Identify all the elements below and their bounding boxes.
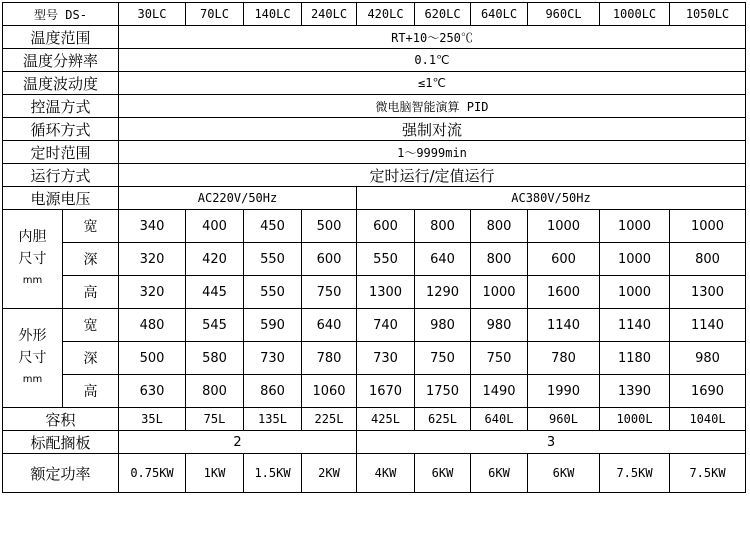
table-cell: 960L — [528, 408, 600, 431]
table-cell: 980 — [415, 309, 471, 342]
voltage-group-a: AC220V/50Hz — [119, 187, 357, 210]
inner-title-2: 尺寸 — [18, 251, 47, 267]
shelves-group-a: 2 — [119, 431, 357, 454]
outer-row-depth — [3, 342, 746, 375]
model-name: 70LC — [186, 3, 244, 26]
spec-row-temperature-resolution — [3, 49, 746, 72]
table-cell: 1000L — [600, 408, 670, 431]
shelves-group-b: 3 — [357, 431, 746, 454]
inner-row-height — [3, 276, 746, 309]
table-cell: 730 — [357, 342, 415, 375]
spec-row-circulation — [3, 118, 746, 141]
inner-unit: mm — [22, 275, 43, 286]
table-cell: 1750 — [415, 375, 471, 408]
model-name: 620LC — [415, 3, 471, 26]
inner-row-width — [3, 210, 746, 243]
table-cell: 1000 — [600, 210, 670, 243]
inner-title-1: 内胆 — [18, 229, 47, 245]
model-name: 240LC — [302, 3, 357, 26]
outer-size-label — [3, 309, 63, 408]
table-cell: 625L — [415, 408, 471, 431]
row-label: 电源电压 — [3, 187, 119, 210]
table-cell: 1000 — [600, 276, 670, 309]
model-name: 30LC — [119, 3, 186, 26]
model-name: 640LC — [471, 3, 528, 26]
table-cell: 580 — [186, 342, 244, 375]
inner-row-depth — [3, 243, 746, 276]
spec-row-volume — [3, 408, 746, 431]
table-cell: 640 — [302, 309, 357, 342]
table-cell: 1000 — [471, 276, 528, 309]
outer-row-width — [3, 309, 746, 342]
model-label: 型号 DS- — [3, 3, 119, 26]
table-cell: 1600 — [528, 276, 600, 309]
dim-label: 深 — [63, 243, 119, 276]
row-label: 温度分辨率 — [3, 49, 119, 72]
table-cell: 640L — [471, 408, 528, 431]
table-cell: 630 — [119, 375, 186, 408]
model-name: 960CL — [528, 3, 600, 26]
table-cell: 1300 — [357, 276, 415, 309]
model-header-row — [3, 3, 746, 26]
table-cell: 1300 — [670, 276, 746, 309]
outer-row-height — [3, 375, 746, 408]
row-value: 微电脑智能演算 PID — [119, 95, 746, 118]
inner-size-label — [3, 210, 63, 309]
model-name: 420LC — [357, 3, 415, 26]
table-cell: 400 — [186, 210, 244, 243]
row-label: 温度波动度 — [3, 72, 119, 95]
table-cell: 800 — [415, 210, 471, 243]
table-cell: 780 — [302, 342, 357, 375]
table-cell: 1060 — [302, 375, 357, 408]
row-label: 运行方式 — [3, 164, 119, 187]
table-cell: 320 — [119, 276, 186, 309]
table-cell: 860 — [244, 375, 302, 408]
table-cell: 340 — [119, 210, 186, 243]
voltage-group-b: AC380V/50Hz — [357, 187, 746, 210]
table-cell: 780 — [528, 342, 600, 375]
table-cell: 320 — [119, 243, 186, 276]
table-cell: 135L — [244, 408, 302, 431]
table-cell: 4KW — [357, 454, 415, 493]
table-cell: 7.5KW — [600, 454, 670, 493]
table-cell: 1990 — [528, 375, 600, 408]
row-value: 1～9999min — [119, 141, 746, 164]
table-cell: 740 — [357, 309, 415, 342]
table-cell: 1490 — [471, 375, 528, 408]
model-name: 140LC — [244, 3, 302, 26]
table-cell: 600 — [528, 243, 600, 276]
row-label: 循环方式 — [3, 118, 119, 141]
spec-row-control-method — [3, 95, 746, 118]
table-cell: 980 — [471, 309, 528, 342]
outer-title-1: 外形 — [18, 328, 47, 344]
table-cell: 6KW — [528, 454, 600, 493]
table-cell: 7.5KW — [670, 454, 746, 493]
table-cell: 1670 — [357, 375, 415, 408]
table-cell: 1140 — [670, 309, 746, 342]
table-cell: 545 — [186, 309, 244, 342]
spec-row-power-voltage — [3, 187, 746, 210]
table-cell: 800 — [186, 375, 244, 408]
row-value: 定时运行/定值运行 — [119, 164, 746, 187]
dim-label: 宽 — [63, 210, 119, 243]
table-cell: 1040L — [670, 408, 746, 431]
table-cell: 500 — [302, 210, 357, 243]
table-cell: 550 — [357, 243, 415, 276]
table-cell: 2KW — [302, 454, 357, 493]
table-cell: 6KW — [415, 454, 471, 493]
table-cell: 420 — [186, 243, 244, 276]
table-cell: 6KW — [471, 454, 528, 493]
row-value: 0.1℃ — [119, 49, 746, 72]
table-cell: 1000 — [670, 210, 746, 243]
spec-row-temperature-fluctuation — [3, 72, 746, 95]
table-cell: 1390 — [600, 375, 670, 408]
model-name: 1050LC — [670, 3, 746, 26]
table-cell: 500 — [119, 342, 186, 375]
table-cell: 1290 — [415, 276, 471, 309]
table-cell: 1690 — [670, 375, 746, 408]
table-cell: 1.5KW — [244, 454, 302, 493]
spec-row-temperature-range — [3, 26, 746, 49]
table-cell: 750 — [415, 342, 471, 375]
row-label: 额定功率 — [3, 454, 119, 493]
table-cell: 480 — [119, 309, 186, 342]
table-cell: 600 — [357, 210, 415, 243]
table-cell: 750 — [302, 276, 357, 309]
outer-title-2: 尺寸 — [18, 350, 47, 366]
dim-label: 宽 — [63, 309, 119, 342]
spec-row-run-mode — [3, 164, 746, 187]
table-cell: 800 — [471, 210, 528, 243]
table-cell: 550 — [244, 276, 302, 309]
table-cell: 1180 — [600, 342, 670, 375]
row-value: RT+10～250℃ — [119, 26, 746, 49]
table-cell: 640 — [415, 243, 471, 276]
row-label: 控温方式 — [3, 95, 119, 118]
table-cell: 590 — [244, 309, 302, 342]
table-cell: 1140 — [600, 309, 670, 342]
table-cell: 425L — [357, 408, 415, 431]
table-cell: 1000 — [600, 243, 670, 276]
spec-row-rated-power — [3, 454, 746, 493]
row-label: 温度范围 — [3, 26, 119, 49]
row-label: 容积 — [3, 408, 119, 431]
table-cell: 750 — [471, 342, 528, 375]
dim-label: 高 — [63, 276, 119, 309]
spec-row-shelves — [3, 431, 746, 454]
table-cell: 800 — [670, 243, 746, 276]
row-value: 强制对流 — [119, 118, 746, 141]
table-cell: 600 — [302, 243, 357, 276]
table-cell: 0.75KW — [119, 454, 186, 493]
table-cell: 1140 — [528, 309, 600, 342]
spec-row-timer-range — [3, 141, 746, 164]
table-cell: 75L — [186, 408, 244, 431]
spec-table — [2, 2, 746, 493]
table-cell: 800 — [471, 243, 528, 276]
table-cell: 1000 — [528, 210, 600, 243]
model-name: 1000LC — [600, 3, 670, 26]
table-cell: 35L — [119, 408, 186, 431]
outer-unit: mm — [22, 374, 43, 385]
table-cell: 225L — [302, 408, 357, 431]
table-cell: 730 — [244, 342, 302, 375]
table-cell: 550 — [244, 243, 302, 276]
row-value: ≤1℃ — [119, 72, 746, 95]
table-cell: 445 — [186, 276, 244, 309]
row-label: 标配搁板 — [3, 431, 119, 454]
dim-label: 高 — [63, 375, 119, 408]
row-label: 定时范围 — [3, 141, 119, 164]
table-cell: 450 — [244, 210, 302, 243]
table-cell: 1KW — [186, 454, 244, 493]
table-cell: 980 — [670, 342, 746, 375]
dim-label: 深 — [63, 342, 119, 375]
